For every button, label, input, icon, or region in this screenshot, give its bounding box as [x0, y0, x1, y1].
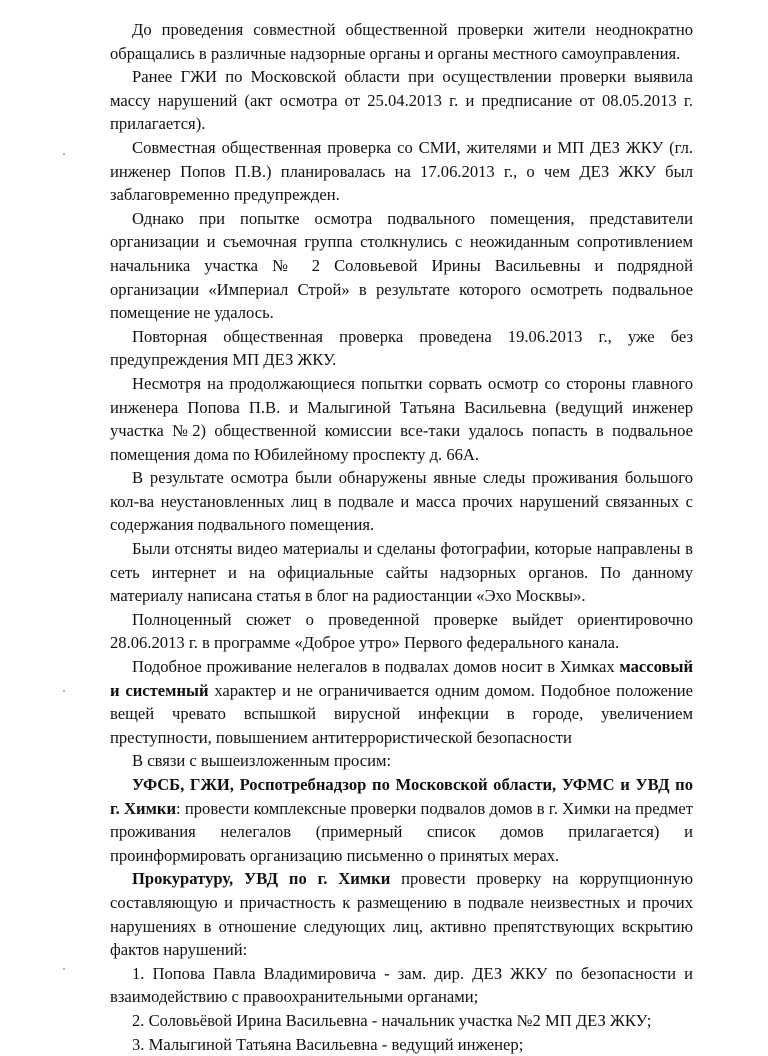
paragraph-9: Полноценный сюжет о проведенной проверке выйдет ориентировочно 28.06.2013 г. в программе «Доброе утро» Первого федерального канала.	[110, 609, 693, 653]
scan-speck	[63, 968, 65, 970]
request-body-2: провести проверку на коррупционную составляющую и причастность к размещению в подвале неизвестных и прочих нарушениях в отношение следующих лиц, активно препятствующих вскрытию фактов нарушений:	[110, 869, 693, 960]
document-body	[110, 18, 693, 1056]
paragraph-4: Однако при попытке осмотра подвального помещения, представители организации и съемочная группа столкнулись с неожиданным сопротивлением начальника участка № 2 Соловьевой Ирины Васильевны и подрядной организации «Империал Строй» в результате которого осмотреть подвальное помещение не удалось.	[110, 208, 693, 323]
list-item-2: 2. Соловьёвой Ирина Васильевна - начальник участка №2 МП ДЕЗ ЖКУ;	[132, 1010, 652, 1030]
paragraph-10-lead: Подобное проживание нелегалов в подвалах домов носит в Химках	[132, 657, 620, 677]
request-body-1: : провести комплексные проверки подвалов домов в г. Химки на предмет проживания нелегалов (примерный список домов прилагается) и проинформировать организацию письменно о принятых мерах.	[110, 798, 693, 865]
paragraph-10-rest: характер и не ограничивается одним домом. Подобное положение вещей чревато вспышкой вирусной инфекции в городе, увеличением преступности, повышением антитеррористической безопасности	[110, 680, 693, 747]
paragraph-13	[110, 867, 693, 961]
request-addressees-1: УФСБ, ГЖИ, Роспотребнадзор по Московской области, УФМС и УВД по г. Химки	[110, 775, 693, 818]
paragraph-12	[110, 773, 693, 867]
paragraph-6: Несмотря на продолжающиеся попытки сорвать осмотр со стороны главного инженера Попова П.В. и Малыгиной Татьяна Васильевна (ведущий инженер участка №2) общественной комиссии все-таки удалось попасть в подвальное помещения дома по Юбилейному проспекту д. 66А.	[110, 373, 693, 464]
paragraph-3: Совместная общественная проверка со СМИ, жителями и МП ДЕЗ ЖКУ (гл. инженер Попов П.В.) планировалась на 17.06.2013 г., о чем ДЕЗ ЖКУ был заблаговременно предупрежден.	[110, 137, 693, 205]
scan-speck	[63, 690, 65, 692]
list-item-1: 1. Попова Павла Владимировича - зам. дир. ДЕЗ ЖКУ по безопасности и взаимодействию с правоохранительными органами;	[110, 963, 693, 1007]
paragraph-1: До проведения совместной общественной проверки жители неоднократно обращались в различные надзорные органы и органы местного самоуправления.	[110, 20, 693, 63]
paragraph-7: В результате осмотра были обнаружены явные следы проживания большого кол-ва неустановленных лиц в подвале и масса прочих нарушений связанных с содержания подвального помещения.	[110, 468, 693, 535]
request-addressees-2: Прокуратуру, УВД по г. Химки	[132, 869, 391, 889]
paragraph-2: Ранее ГЖИ по Московской области при осуществлении проверки выявила массу нарушений (акт осмотра от 25.04.2013 г. и предписание от 08.05.2013 г. прилагается).	[110, 67, 693, 134]
list-item-3: 3. Малыгиной Татьяна Васильевна - ведущий инженер;	[132, 1034, 524, 1054]
paragraph-8: Были отсняты видео материалы и сделаны фотографии, которые направлены в сеть интернет и на официальные сайты надзорных органов. По данному материалу написана статья в блог на радиостанции «Эхо Москвы».	[110, 539, 693, 606]
paragraph-11: В связи с вышеизложенным просим:	[132, 751, 392, 771]
paragraph-10	[110, 655, 693, 749]
paragraph-5: Повторная общественная проверка проведена 19.06.2013 г., уже без предупреждения МП ДЕЗ ЖКУ.	[110, 326, 693, 370]
paragraph-10-emphasis: массовый и системный	[110, 657, 693, 700]
scan-speck	[63, 153, 65, 155]
